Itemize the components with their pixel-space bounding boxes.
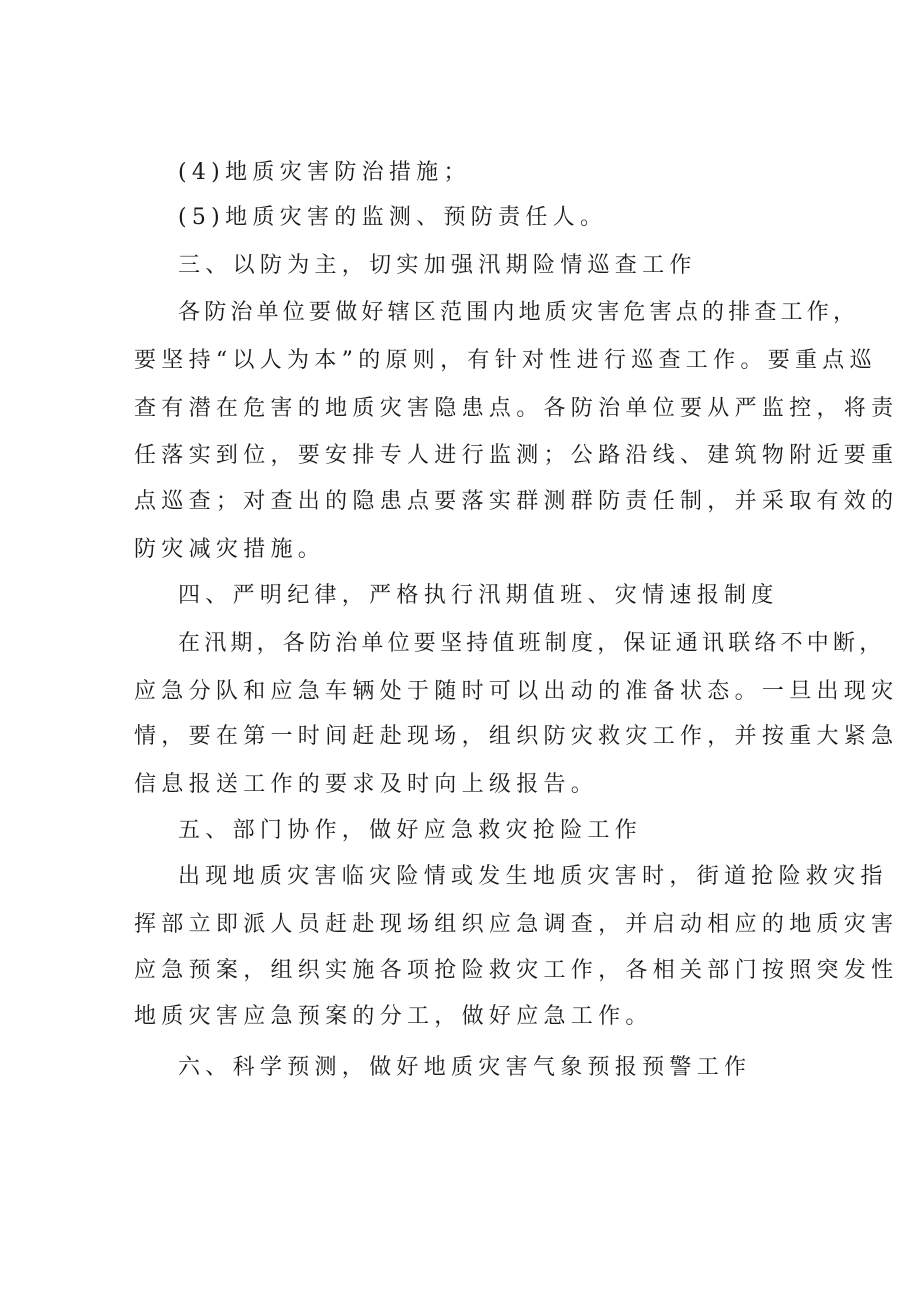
section-heading-4: 四、严明纪律，严格执行汛期值班、灾情速报制度 [178, 583, 779, 608]
list-item-5: (5)地质灾害的监测、预防责任人。 [178, 205, 608, 230]
paragraph-line: 各防治单位要做好辖区范围内地质灾害危害点的排查工作， [178, 300, 860, 325]
paragraph-line: 地质灾害应急预案的分工，做好应急工作。 [134, 1004, 653, 1029]
paragraph-line: 防灾减灾措施。 [134, 537, 326, 562]
paragraph-line: 任落实到位，要安排专人进行监测；公路沿线、建筑物附近要重 [134, 443, 899, 468]
section-heading-6: 六、科学预测，做好地质灾害气象预报预警工作 [178, 1055, 752, 1080]
paragraph-line: 点巡查；对查出的隐患点要落实群测群防责任制，并采取有效的 [134, 489, 899, 514]
paragraph-line: 信息报送工作的要求及时向上级报告。 [134, 772, 599, 797]
section-heading-5: 五、部门协作，做好应急救灾抢险工作 [178, 818, 643, 843]
paragraph-line: 挥部立即派人员赶赴现场组织应急调查，并启动相应的地质灾害 [134, 912, 899, 937]
section-heading-3: 三、以防为主，切实加强汛期险情巡查工作 [178, 253, 697, 278]
paragraph-line: 查有潜在危害的地质灾害隐患点。各防治单位要从严监控，将责 [134, 396, 899, 421]
list-item-4: (4)地质灾害防治措施； [178, 160, 471, 185]
paragraph-line: 在汛期，各防治单位要坚持值班制度，保证通讯联络不中断， [178, 631, 886, 656]
paragraph-line: 应急预案，组织实施各项抢险救灾工作，各相关部门按照突发性 [134, 958, 899, 983]
paragraph-line: 应急分队和应急车辆处于随时可以出动的准备状态。一旦出现灾 [134, 679, 899, 704]
paragraph-line: 情，要在第一时间赶赴现场，组织防灾救灾工作，并按重大紧急 [134, 724, 899, 749]
paragraph-line: 出现地质灾害临灾险情或发生地质灾害时，街道抢险救灾指 [178, 864, 888, 889]
paragraph-line: 要坚持“以人为本”的原则，有针对性进行巡查工作。要重点巡 [134, 348, 877, 373]
